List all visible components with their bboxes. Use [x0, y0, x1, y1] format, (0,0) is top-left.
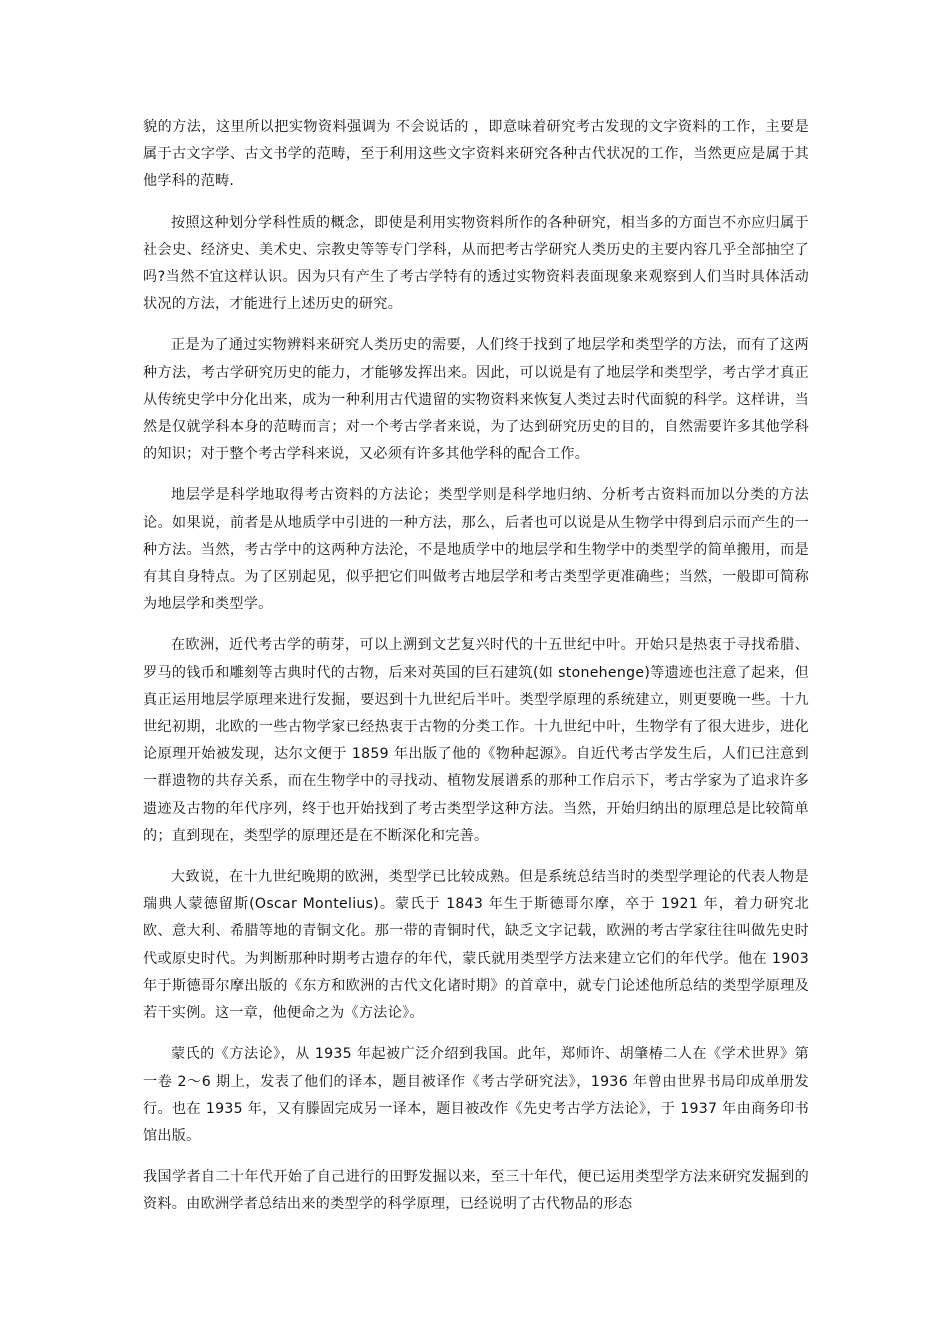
paragraph-8: 我国学者自二十年代开始了自己进行的田野发掘以来，至三十年代，便已运用类型学方法来研究发掘到的资料。由欧洲学者总结出来的类型学的科学原理，已经说明了古代物品的形态	[143, 1169, 809, 1213]
paragraph-3: 正是为了通过实物辨料来研究人类历史的需要，人们终于找到了地层学和类型学的方法，而有了这两种方法，考古学研究历史的能力，才能够发挥出来。因此，可以说是有了地层学和类型学，考古学才真正从传统史学中分化出来，成为一种利用古代遗留的实物资料来恢复人类过去时代面貌的科学。这样讲，当然是仅就学科本身的范畴而言；对一个考古学者来说，为了达到研究历史的目的，自然需要许多其他学科的知识；对于整个考古学科来说，又必须有许多其他学科的配合工作。	[143, 337, 809, 463]
paragraph-4: 地层学是科学地取得考古资料的方法论；类型学则是科学地归纳、分析考古资料而加以分类的方法论。如果说，前者是从地质学中引进的一种方法，那么，后者也可以说是从生物学中得到启示而产生的一种方法。当然，考古学中的这两种方法沦，不是地质学中的地层学和生物学中的类型学的简单搬用，而是有其自身特点。为了区别起见，似乎把它们叫做考古地层学和考古类型学更准确些；当然，一般即可简称为地层学和类型学。	[143, 487, 809, 613]
paragraph-5: 在欧洲，近代考古学的萌芽，可以上溯到文艺复兴时代的十五世纪中叶。开始只是热衷于寻找希腊、罗马的钱币和雕刻等古典时代的古物，后来对英国的巨石建筑(如 stonehenge)等遗迹也注意了起来，但真正运用地层学原理来进行发掘，要迟到十九世纪后半叶。类型学原理的系统建立，则更要晚一些。十九世纪初期，北欧的一些古物学家已经热衷于古物的分类工作。十九世纪中叶，生物学有了很大进步，进化论原理开始被发现，达尔文便于 1859 年出版了他的《物种起源》。自近代考古学发生后，人们已注意到一群遗物的共存关系，而在生物学中的寻找动、植物发展谱系的那种工作启示下，考古学家为了追求许多遗迹及古物的年代序列，终于也开始找到了考古类型学这种方法。当然，开始归纳出的原理总是比较简单的；直到现在，类型学的原理还是在不断深化和完善。	[143, 637, 809, 844]
document-body	[143, 114, 809, 1233]
paragraph-1: 貌的方法，这里所以把实物资料强调为 不会说话的 ，即意味着研究考古发现的文字资料的工作，主要是属于古文字学、古文书学的范畴，至于利用这些文字资料来研究各种古代状况的工作，当然更应是属于其他学科的范畴.	[143, 119, 809, 190]
paragraph-7: 蒙氏的《方法论》，从 1935 年起被广泛介绍到我国。此年，郑师许、胡肇椿二人在《学术世界》第一卷 2～6 期上，发表了他们的译本，题目被译作《考古学研究法》，1936 年曾由世界书局印成单册发行。也在 1935 年，又有滕固完成另一译本，题目被改作《先史考古学方法论》，于 1937 年由商务印书馆出版。	[143, 1046, 809, 1144]
paragraph-2: 按照这种划分学科性质的概念，即使是利用实物资料所作的各种研究，相当多的方面岂不亦应归属于社会史、经济史、美术史、宗教史等等专门学科，从而把考古学研究人类历史的主要内容几乎全部抽空了吗?当然不宜这样认识。因为只有产生了考古学特有的透过实物资料表面现象来观察到人们当时具体活动状况的方法，才能进行上述历史的研究。	[143, 214, 809, 313]
paragraph-6: 大致说，在十九世纪晚期的欧洲，类型学已比较成熟。但是系统总结当时的类型学理论的代表人物是瑞典人蒙德留斯(Oscar Montelius)。蒙氏于 1843 年生于斯德哥尔摩，卒于 1921 年，着力研究北欧、意大利、希腊等地的青铜文化。那一带的青铜时代，缺乏文字记载，欧洲的考古学家往往叫做先史时代或原史时代。为判断那种时期考古遗存的年代，蒙氏就用类型学方法来建立它们的年代学。他在 1903 年于斯德哥尔摩出版的《东方和欧洲的古代文化诸时期》的首章中，就专门论述他所总结的类型学原理及若干实例。这一章，他便命之为《方法论》。	[143, 869, 809, 1022]
